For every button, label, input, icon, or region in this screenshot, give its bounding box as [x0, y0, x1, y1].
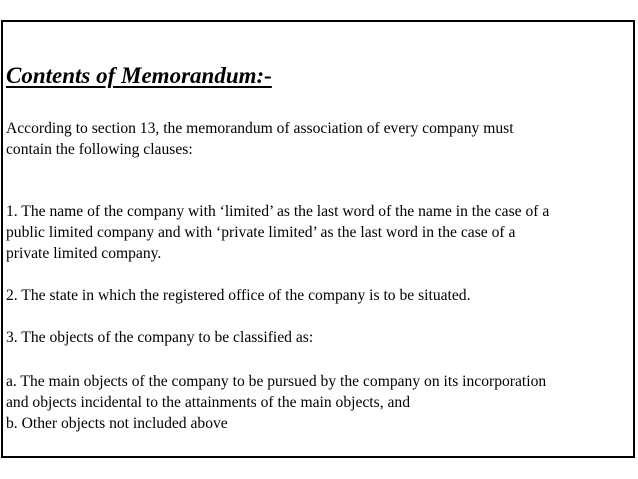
clause-item-name [6, 201, 634, 264]
clause-line: 1. The name of the company with ‘limited’ as the last word of the name in the case of a [6, 203, 550, 220]
clause-line: 2. The state in which the registered office of the company is to be situated. [6, 287, 471, 304]
intro-line: According to section 13, the memorandum of association of every company must [6, 120, 514, 137]
clause-item-objects [6, 327, 634, 348]
objects-subitems [6, 371, 634, 434]
slide-heading: Contents of Memorandum:- [6, 63, 272, 88]
subitem-line: a. The main objects of the company to be pursued by the company on its incorporation [6, 373, 547, 390]
clause-line: public limited company and with ‘private limited’ as the last word in the case of a [6, 224, 516, 241]
clause-line: 3. The objects of the company to be classified as: [6, 329, 314, 346]
intro-line: contain the following clauses: [6, 141, 193, 158]
subitem-line: b. Other objects not included above [6, 415, 228, 432]
subitem-line: and objects incidental to the attainments of the main objects, and [6, 394, 411, 411]
clause-line: private limited company. [6, 245, 162, 262]
clause-item-state [6, 285, 634, 306]
intro-paragraph [6, 118, 634, 160]
